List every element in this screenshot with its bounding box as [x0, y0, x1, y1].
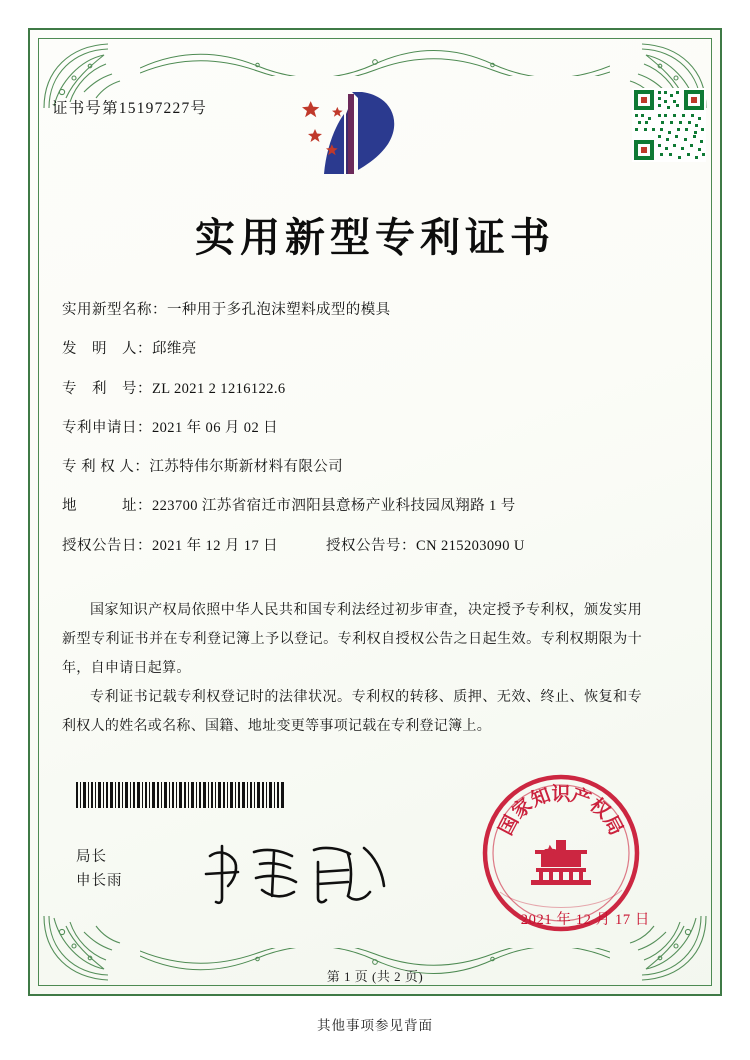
field-value: ZL 2021 2 1216122.6 [152, 380, 286, 397]
field-label: 实用新型名称： [62, 302, 167, 318]
svg-text:权: 权 [585, 794, 614, 824]
field-row-utility-model-name [62, 300, 642, 322]
signature-title-label: 局长 [76, 849, 107, 865]
svg-text:局: 局 [598, 812, 627, 839]
grant-date-value: 2021 年 12 月 17 日 [152, 537, 279, 554]
signature-labels [76, 846, 123, 894]
field-value: 2021 年 06 月 02 日 [152, 419, 279, 436]
svg-text:产: 产 [568, 784, 594, 812]
fields-block [62, 300, 642, 575]
svg-text:家: 家 [508, 794, 537, 824]
qr-code-icon [632, 88, 706, 162]
field-label: 专 利 号： [62, 380, 152, 397]
field-value: 邱维亮 [152, 341, 197, 358]
field-row-inventor [62, 339, 642, 361]
grant-date-label: 授权公告日： [62, 537, 152, 554]
field-value: 江苏特伟尔斯新材料有限公司 [149, 459, 344, 475]
field-row-patentee [62, 457, 642, 479]
seal-date: 2021 年 12 月 17 日 [520, 912, 650, 928]
handwritten-signature [198, 838, 398, 910]
grant-number-label: 授权公告号： [326, 537, 417, 554]
cnipa-logo-icon [296, 88, 408, 184]
legal-text-block [62, 596, 642, 742]
field-value: 223700 江苏省宿迁市泗阳县意杨产业科技园凤翔路 1 号 [152, 498, 516, 515]
page-indicator: 第 1 页 (共 2 页) [326, 969, 424, 984]
signature-name-label: 申长雨 [76, 872, 123, 889]
svg-text:识: 识 [551, 784, 571, 805]
field-label: 专利申请日： [62, 419, 152, 436]
grant-number-value: CN 215203090 U [416, 537, 525, 554]
certificate-number: 证书号第15197227号 [52, 100, 208, 117]
field-label: 发 明 人： [62, 341, 152, 358]
legal-paragraph-2: 专利证书记载专利权登记时的法律状况。专利权的转移、质押、无效、终止、恢复和专利权人的姓名或名称、国籍、地址变更等事项记载在专利登记簿上。 [62, 690, 642, 735]
field-row-application-date [62, 418, 642, 440]
ornament-edge-top-icon [140, 46, 610, 76]
field-row-address [62, 496, 642, 518]
barcode [76, 782, 286, 808]
svg-text:知: 知 [528, 784, 554, 812]
field-label: 地 址： [62, 498, 152, 515]
page-title: 实用新型专利证书 [195, 215, 555, 260]
field-row-grant-announcement [62, 536, 642, 558]
field-label: 专 利 权 人： [62, 459, 150, 475]
back-note: 其他事项参见背面 [317, 1018, 433, 1033]
legal-paragraph-1: 国家知识产权局依照中华人民共和国专利法经过初步审查，决定授予专利权，颁发实用新型专利证书并在专利登记簿上予以登记。专利权自授权公告之日起生效。专利权期限为十年，自申请日起算。 [62, 603, 642, 677]
field-value: 一种用于多孔泡沫塑料成型的模具 [167, 302, 391, 318]
svg-text:国: 国 [495, 812, 524, 839]
field-row-patent-number [62, 379, 642, 401]
